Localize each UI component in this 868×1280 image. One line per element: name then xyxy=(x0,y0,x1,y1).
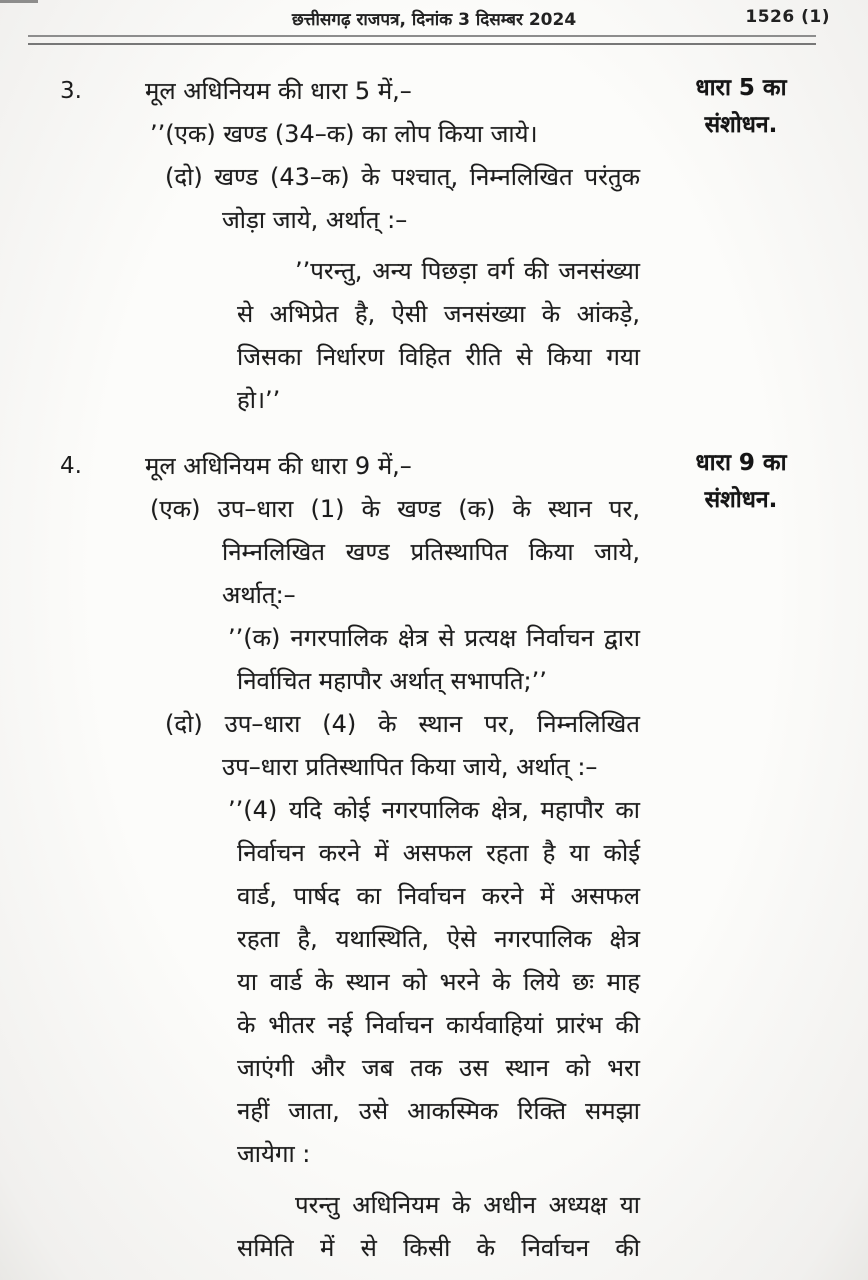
text-line: ’’परन्तु, अन्य पिछड़ा वर्ग की जनसंख्या xyxy=(295,257,640,285)
text-line: ’’(4) यदि कोई नगरपालिक क्षेत्र, महापौर का xyxy=(228,796,640,824)
text-line: के भीतर नई निर्वाचन कार्यवाहियां प्रारंभ की xyxy=(237,1011,640,1039)
text-line: निर्वाचन करने में असफल रहता है या कोई xyxy=(237,839,640,867)
margin-note-line: संशोधन. xyxy=(704,487,778,513)
margin-note-line: धारा 5 का xyxy=(695,75,787,101)
text-line: या वार्ड के स्थान को भरने के लिये छः माह xyxy=(237,968,640,996)
text-line: वार्ड, पार्षद का निर्वाचन करने में असफल xyxy=(237,882,640,910)
text-line: अर्थात्:– xyxy=(222,581,296,609)
text-line: मूल अधिनियम की धारा 5 में,– xyxy=(145,77,412,105)
page-number: 1526 (1) xyxy=(745,7,830,27)
text-line: मूल अधिनियम की धारा 9 में,– xyxy=(145,452,412,480)
text-line: से अभिप्रेत है, ऐसी जनसंख्या के आंकड़े, xyxy=(237,300,640,328)
section-number: 3. xyxy=(60,78,82,104)
text-line: उप–धारा प्रतिस्थापित किया जाये, अर्थात् :– xyxy=(222,753,598,781)
text-line: समिति में से किसी के निर्वाचन की xyxy=(237,1234,640,1262)
header-divider xyxy=(28,35,816,45)
margin-note xyxy=(683,70,799,144)
gazette-header-title: छत्तीसगढ़ राजपत्र, दिनांक 3 दिसम्बर 2024 xyxy=(291,10,577,30)
text-line: रहता है, यथास्थिति, ऐसे नगरपालिक क्षेत्र xyxy=(237,925,640,953)
text-line: नहीं जाता, उसे आकस्मिक रिक्ति समझा xyxy=(237,1097,640,1125)
text-line: निर्वाचित महापौर अर्थात् सभापति;’’ xyxy=(237,667,547,695)
margin-note-line: धारा 9 का xyxy=(695,450,787,476)
text-line: जाएंगी और जब तक उस स्थान को भरा xyxy=(237,1054,640,1082)
text-line: जिसका निर्धारण विहित रीति से किया गया xyxy=(237,343,640,371)
text-line: जायेगा : xyxy=(237,1140,311,1168)
text-line: हो।’’ xyxy=(237,386,281,414)
scan-artifact xyxy=(0,0,38,3)
text-line: (एक) उप–धारा (1) के खण्ड (क) के स्थान पर, xyxy=(150,495,640,523)
text-line: ’’(एक) खण्ड (34–क) का लोप किया जाये। xyxy=(150,120,538,148)
section-number: 4. xyxy=(60,453,82,479)
text-line: जोड़ा जाये, अर्थात् :– xyxy=(222,206,408,234)
margin-note xyxy=(683,445,799,519)
text-line: निम्नलिखित खण्ड प्रतिस्थापित किया जाये, xyxy=(222,538,640,566)
text-line: (दो) उप–धारा (4) के स्थान पर, निम्नलिखित xyxy=(165,710,640,738)
margin-note-line: संशोधन. xyxy=(704,112,778,138)
text-line: ’’(क) नगरपालिक क्षेत्र से प्रत्यक्ष निर्वाचन द्वारा xyxy=(228,624,640,652)
text-line: परन्तु अधिनियम के अधीन अध्यक्ष या xyxy=(295,1191,640,1219)
text-line: (दो) खण्ड (43–क) के पश्चात्, निम्नलिखित परंतुक xyxy=(165,163,640,191)
